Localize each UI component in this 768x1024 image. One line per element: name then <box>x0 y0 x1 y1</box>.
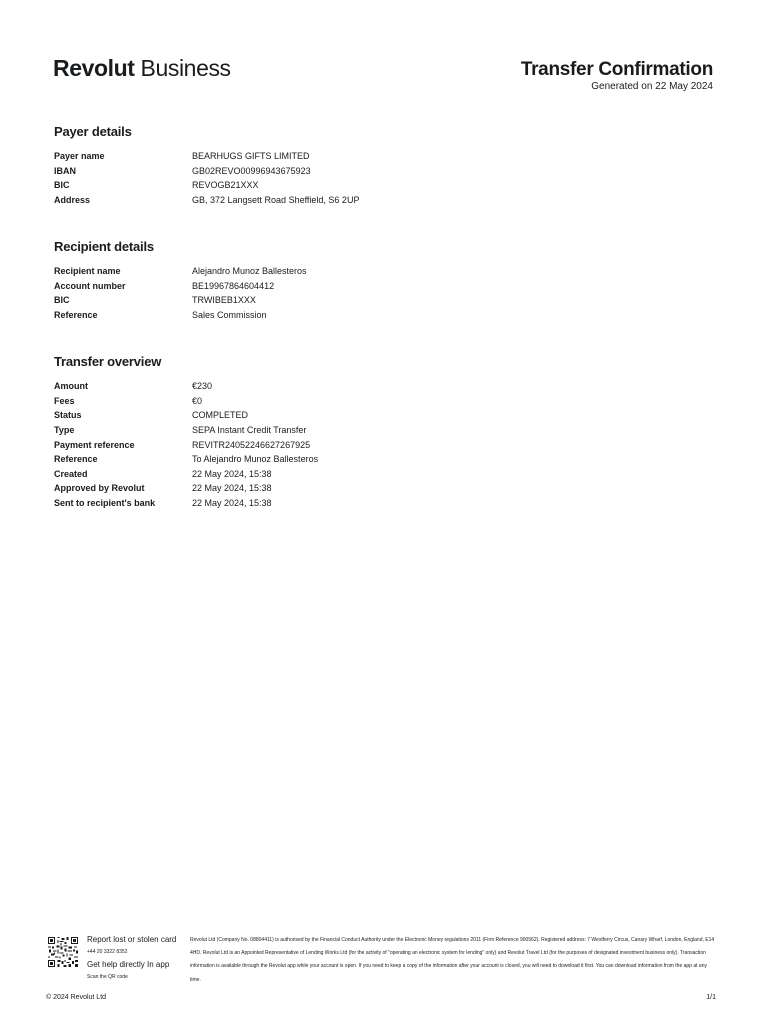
detail-value: GB02REVO00996943675923 <box>192 165 311 176</box>
detail-row <box>54 164 714 179</box>
detail-row <box>54 149 714 164</box>
logo-suffix: Business <box>134 55 231 81</box>
detail-label: Fees <box>54 395 75 406</box>
logo-brand: Revolut <box>53 55 135 81</box>
detail-value: BEARHUGS GIFTS LIMITED <box>192 151 310 162</box>
support-phone[interactable]: +44 20 3322 8352 <box>87 949 128 955</box>
legal-disclaimer: Revolut Ltd (Company No. 08804411) is authorised by the Financial Conduct Authority under the Electronic Money regulations 2011 (Firm Reference 900562). Registered address: 7 Westferry Circus, Canary Wharf, London, England, E14 4HD. Revolut Ltd is an Appointed Representative of Lending Works Ltd (for the activity of "operating an electronic system for lending" only) and Revolut Travel Ltd (for the purposes of designated investment business only). Transaction information is available through the Revolut app while your account is open. If you need to keep a copy of the information after your account is closed, you will need to download it first. You can download information from the app at any time. <box>190 937 715 983</box>
recipient-details-section <box>54 239 714 322</box>
detail-row <box>54 193 714 208</box>
detail-value: REVITR24052246627267925 <box>192 439 311 450</box>
detail-row <box>54 178 714 193</box>
detail-value: To Alejandro Munoz Ballesteros <box>192 454 319 465</box>
detail-label: Address <box>54 195 91 206</box>
detail-row <box>54 481 714 496</box>
detail-label: Reference <box>54 310 98 321</box>
detail-row <box>54 437 714 452</box>
page-number: 1/1 <box>706 994 716 1001</box>
detail-value: TRWIBEB1XXX <box>192 295 256 306</box>
detail-row <box>54 496 714 511</box>
detail-label: Account number <box>54 280 126 291</box>
detail-row <box>54 452 714 467</box>
qr-code-icon[interactable] <box>48 937 78 967</box>
detail-value: BE19967864604412 <box>192 280 275 291</box>
detail-value: €0 <box>192 395 203 406</box>
in-app-help-link[interactable]: Get help directly In app <box>87 960 170 969</box>
generated-date: Generated on 22 May 2024 <box>591 81 713 92</box>
detail-label: Created <box>54 468 88 479</box>
detail-row <box>54 423 714 438</box>
detail-value: SEPA Instant Credit Transfer <box>192 425 307 436</box>
detail-row <box>54 408 714 423</box>
payer-details-heading: Payer details <box>54 124 132 139</box>
detail-label: IBAN <box>54 165 76 176</box>
detail-value: 22 May 2024, 15:38 <box>192 498 272 509</box>
detail-row <box>54 293 714 308</box>
detail-label: Reference <box>54 454 98 465</box>
detail-label: BIC <box>54 180 70 191</box>
detail-label: Sent to recipient's bank <box>54 498 156 509</box>
transfer-overview-heading: Transfer overview <box>54 354 162 369</box>
scan-qr-hint: Scan the QR code <box>87 974 128 980</box>
detail-value: Alejandro Munoz Ballesteros <box>192 266 307 277</box>
detail-value: Sales Commission <box>192 310 267 321</box>
detail-label: Approved by Revolut <box>54 483 145 494</box>
detail-label: Payment reference <box>54 439 135 450</box>
detail-row <box>54 264 714 279</box>
detail-value: 22 May 2024, 15:38 <box>192 483 272 494</box>
revolut-business-logo <box>53 55 231 82</box>
detail-label: Payer name <box>54 151 105 162</box>
help-block <box>48 935 178 983</box>
detail-label: Recipient name <box>54 266 121 277</box>
report-lost-card-link[interactable]: Report lost or stolen card <box>87 935 177 944</box>
detail-label: Type <box>54 425 75 436</box>
detail-label: Amount <box>54 381 88 392</box>
detail-row <box>54 279 714 294</box>
detail-value: GB, 372 Langsett Road Sheffield, S6 2UP <box>192 195 360 206</box>
detail-label: BIC <box>54 295 70 306</box>
detail-label: Status <box>54 410 82 421</box>
detail-row <box>54 379 714 394</box>
detail-row <box>54 394 714 409</box>
detail-row <box>54 467 714 482</box>
copyright: © 2024 Revolut Ltd <box>46 994 107 1001</box>
detail-value: €230 <box>192 381 213 392</box>
recipient-details-heading: Recipient details <box>54 239 154 254</box>
transfer-overview-section <box>54 354 714 510</box>
detail-value: REVOGB21XXX <box>192 180 259 191</box>
detail-value: COMPLETED <box>192 410 249 421</box>
payer-details-section <box>54 124 714 207</box>
detail-row <box>54 308 714 323</box>
detail-value: 22 May 2024, 15:38 <box>192 468 272 479</box>
document-title: Transfer Confirmation <box>520 59 713 80</box>
